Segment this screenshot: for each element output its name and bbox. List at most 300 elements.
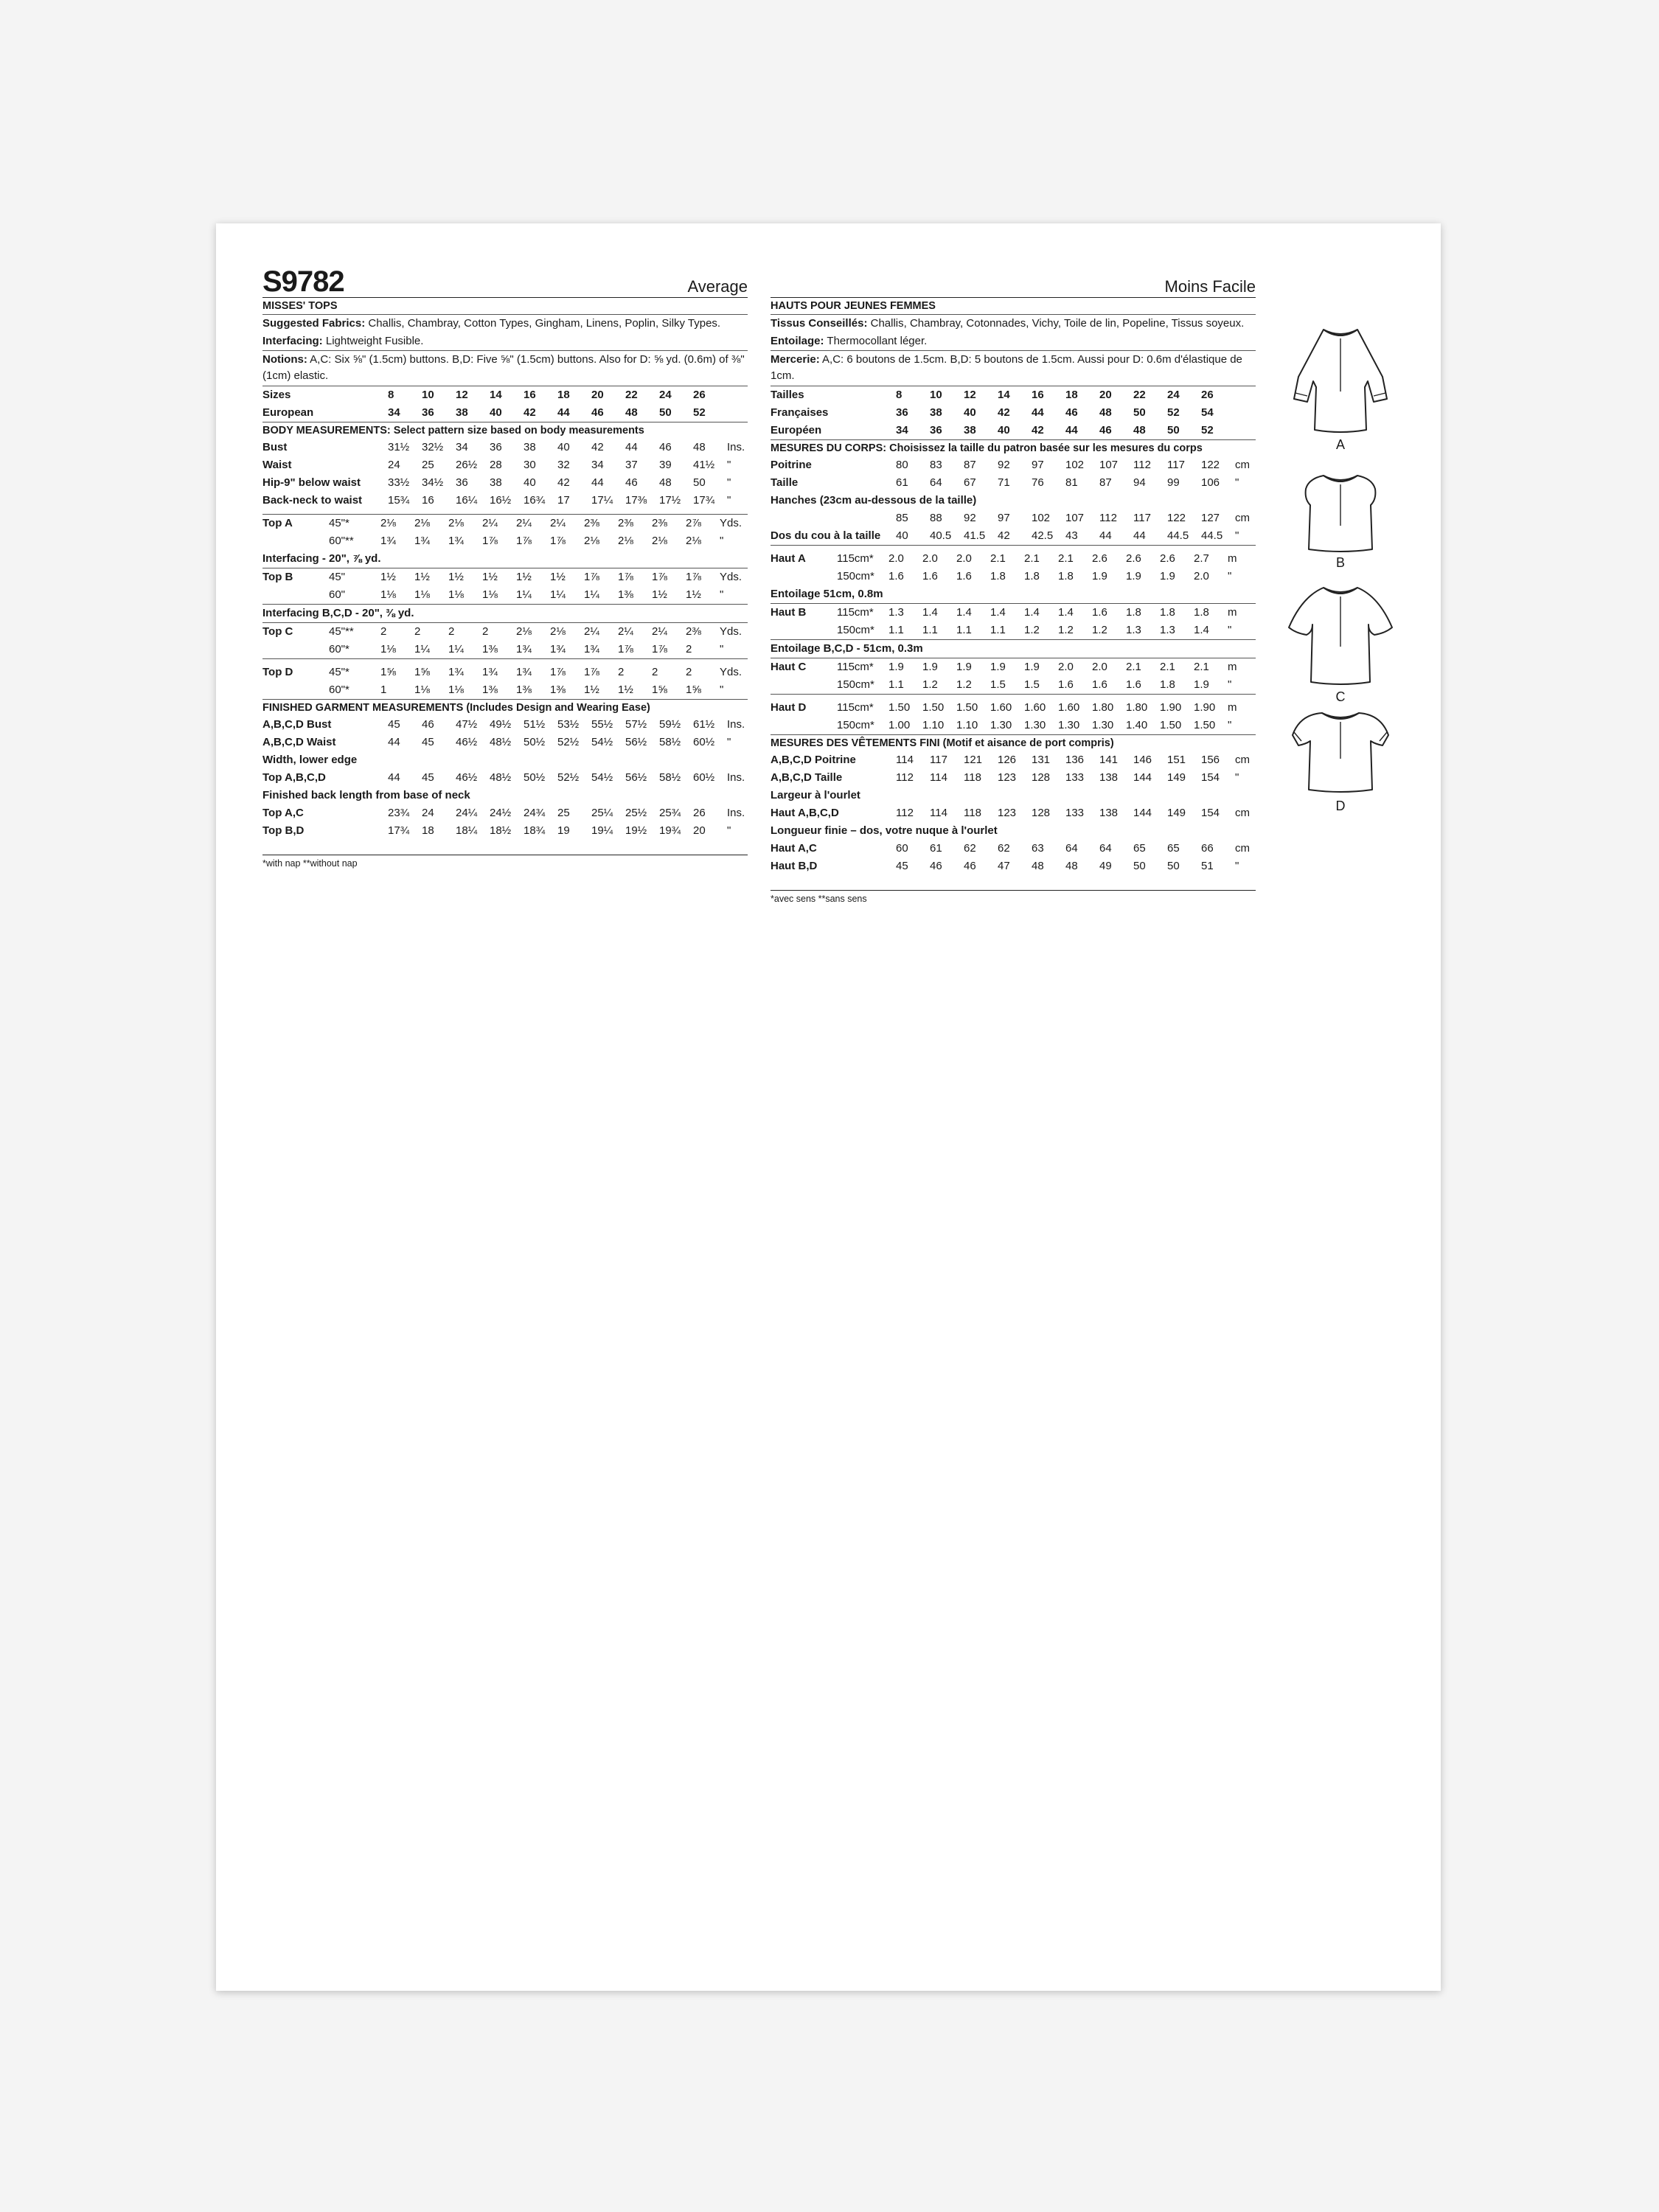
size-value: 1.50 — [956, 701, 978, 714]
size-value: 1¾ — [414, 535, 430, 547]
unit-label: Yds. — [720, 625, 742, 638]
size-value: 2⅞ — [686, 517, 701, 529]
difficulty-level: Average — [687, 277, 748, 296]
size-value: 42 — [1032, 424, 1044, 437]
size-value: 1¼ — [584, 588, 599, 601]
size-value: 45 — [896, 860, 908, 872]
table-row — [771, 676, 1256, 694]
unit-label: " — [720, 684, 724, 696]
size-value: 46 — [591, 406, 604, 419]
size-value: 2¼ — [584, 625, 599, 638]
size-value: 146 — [1133, 754, 1152, 766]
view-a — [1274, 319, 1407, 452]
size-value: 44 — [557, 406, 570, 419]
row-label: Haut A — [771, 552, 806, 565]
size-value: 1.8 — [1126, 606, 1141, 619]
size-value: 46 — [1065, 406, 1078, 419]
size-value: 117 — [1133, 512, 1151, 524]
footnote-fr: *avec sens **sans sens — [771, 890, 1256, 905]
size-value: 2⅛ — [618, 535, 633, 547]
row-label: Poitrine — [771, 459, 812, 471]
unit-label: " — [1228, 624, 1232, 636]
size-value: 2⅛ — [686, 535, 701, 547]
table-row — [262, 641, 748, 658]
table-row — [262, 804, 748, 822]
size-value: 1.30 — [1058, 719, 1080, 731]
size-value: 1⅝ — [380, 666, 396, 678]
row-label: Top A,C — [262, 807, 304, 819]
sizes-row-fr — [771, 386, 1256, 404]
size-value: 1.8 — [1058, 570, 1074, 582]
size-value: 144 — [1133, 771, 1152, 784]
unit-label: " — [1235, 476, 1239, 489]
size-value: 2.0 — [922, 552, 938, 565]
size-value: 1⅛ — [414, 684, 430, 696]
size-value: 41½ — [693, 459, 715, 471]
size-value: 1½ — [482, 571, 498, 583]
size-value: 1½ — [652, 588, 667, 601]
header-en — [262, 265, 748, 298]
fabric-width: 150cm* — [837, 678, 874, 691]
size-value: 48 — [1133, 424, 1146, 437]
size-value: 1.6 — [1126, 678, 1141, 691]
size-value: 46 — [659, 441, 672, 453]
size-value: 61 — [896, 476, 908, 489]
size-value: 1.3 — [1160, 624, 1175, 636]
size-value: 38 — [456, 406, 468, 419]
size-value: 126 — [998, 754, 1017, 766]
size-value: 61½ — [693, 718, 715, 731]
row-label: Haut B,D — [771, 860, 818, 872]
table-row — [771, 658, 1256, 676]
fabric-width: 115cm* — [837, 661, 874, 673]
size-value: 22 — [1133, 389, 1146, 401]
top-b-icon — [1285, 467, 1396, 555]
size-value: 1.8 — [990, 570, 1006, 582]
top-d-icon — [1285, 703, 1396, 799]
size-value: 48½ — [490, 736, 512, 748]
size-value: 22 — [625, 389, 638, 401]
table-row — [771, 474, 1256, 492]
view-b-label: B — [1335, 555, 1345, 570]
size-value: 17½ — [659, 494, 681, 507]
size-value: 107 — [1065, 512, 1085, 524]
size-value: 1⅛ — [482, 588, 498, 601]
size-value: 107 — [1099, 459, 1119, 471]
size-value: 2.1 — [1160, 661, 1175, 673]
size-value: 1.6 — [922, 570, 938, 582]
size-value: 112 — [896, 771, 914, 784]
size-value: 1.6 — [1092, 606, 1107, 619]
table-row — [771, 751, 1256, 769]
size-value: 8 — [896, 389, 902, 401]
row-label: Haut A,B,C,D — [771, 807, 839, 819]
table-row — [262, 586, 748, 604]
size-value: 50 — [1167, 424, 1180, 437]
size-value: 10 — [930, 389, 942, 401]
fabric-width: 150cm* — [837, 570, 874, 582]
size-value: 128 — [1032, 771, 1051, 784]
row-label — [771, 509, 896, 527]
size-value: 1.8 — [1194, 606, 1209, 619]
row-label: Back-neck to waist — [262, 494, 363, 507]
size-value: 1⅞ — [618, 643, 633, 655]
unit-label: cm — [1235, 807, 1250, 819]
size-value: 2.0 — [1194, 570, 1209, 582]
size-value: 1.80 — [1126, 701, 1148, 714]
size-value: 34 — [456, 441, 468, 453]
size-value: 19¾ — [659, 824, 681, 837]
size-value: 40 — [896, 529, 908, 542]
size-value: 1⅜ — [482, 643, 498, 655]
size-value: 42.5 — [1032, 529, 1054, 542]
interfacing-a: Interfacing - 20", ⅞ yd. — [262, 550, 748, 568]
size-value: 25 — [422, 459, 434, 471]
size-value: 138 — [1099, 771, 1119, 784]
size-value: 47 — [998, 860, 1010, 872]
size-value: 56½ — [625, 771, 647, 784]
table-row — [771, 804, 1256, 822]
size-value: 1.6 — [1092, 678, 1107, 691]
size-value: 62 — [964, 842, 976, 855]
size-value: 1.50 — [922, 701, 945, 714]
size-value: 1.2 — [922, 678, 938, 691]
top-a-icon — [1285, 319, 1396, 437]
size-value: 1.4 — [956, 606, 972, 619]
size-value: 1.30 — [1024, 719, 1046, 731]
unit-label: Ins. — [727, 771, 745, 784]
row-label: A,B,C,D Bust — [262, 718, 332, 731]
size-value: 36 — [930, 424, 942, 437]
size-value: 64 — [1099, 842, 1112, 855]
row-label: Européen — [771, 424, 822, 437]
size-value: 1¼ — [550, 588, 566, 601]
size-value: 2.1 — [1024, 552, 1040, 565]
size-value: 1.1 — [888, 624, 904, 636]
interfacing-note-fr: Entoilage: Thermocollant léger. — [771, 333, 1256, 351]
size-value: 2¼ — [618, 625, 633, 638]
fabric-width: 150cm* — [837, 624, 874, 636]
size-value: 16¾ — [524, 494, 546, 507]
size-value: 41.5 — [964, 529, 986, 542]
size-value: 64 — [1065, 842, 1078, 855]
size-value: 128 — [1032, 807, 1051, 819]
size-value: 112 — [896, 807, 914, 819]
unit-label: " — [720, 535, 724, 547]
size-value: 2⅜ — [618, 517, 633, 529]
size-value: 117 — [1167, 459, 1185, 471]
size-value: 50 — [659, 406, 672, 419]
size-value: 2 — [414, 625, 421, 638]
size-value: 46 — [422, 718, 434, 731]
length-rows-fr — [771, 840, 1256, 875]
pattern-code: S9782 — [262, 265, 344, 298]
size-value: 2.7 — [1194, 552, 1209, 565]
size-value: 1⅞ — [652, 643, 667, 655]
size-value: 15¾ — [388, 494, 410, 507]
size-value: 114 — [930, 771, 947, 784]
size-value: 18 — [557, 389, 570, 401]
size-value: 20 — [591, 389, 604, 401]
size-value: 1.60 — [990, 701, 1012, 714]
size-value: 8 — [388, 389, 394, 401]
back-neck-row — [771, 527, 1256, 546]
entoilage-bcd: Entoilage B,C,D - 51cm, 0.3m — [771, 640, 1256, 658]
size-value: 18½ — [490, 824, 512, 837]
table-row — [771, 699, 1256, 717]
size-value: 19¼ — [591, 824, 613, 837]
top-d-yardage — [262, 664, 748, 700]
size-value: 44.5 — [1201, 529, 1223, 542]
size-value: 42 — [524, 406, 536, 419]
difficulty-level-fr: Moins Facile — [1164, 277, 1256, 296]
size-value: 1¾ — [448, 666, 464, 678]
size-value: 38 — [964, 424, 976, 437]
size-value: 50 — [1133, 406, 1146, 419]
size-value: 1½ — [686, 588, 701, 601]
table-row — [771, 568, 1256, 585]
size-value: 34½ — [422, 476, 444, 489]
size-value: 24 — [422, 807, 434, 819]
size-value: 1.10 — [956, 719, 978, 731]
size-value: 1.30 — [990, 719, 1012, 731]
size-value: 1¾ — [380, 535, 396, 547]
size-value: 45 — [388, 718, 400, 731]
hips-label: Hanches (23cm au-dessous de la taille) — [771, 494, 977, 507]
size-value: 44 — [1133, 529, 1146, 542]
size-value: 1.9 — [990, 661, 1006, 673]
size-value: 38 — [930, 406, 942, 419]
size-value: 49 — [1099, 860, 1112, 872]
size-value: 1⅞ — [686, 571, 701, 583]
size-value: 12 — [456, 389, 468, 401]
size-value: 114 — [930, 807, 947, 819]
size-value: 39 — [659, 459, 672, 471]
size-value: 151 — [1167, 754, 1186, 766]
size-value: 149 — [1167, 807, 1186, 819]
unit-label: " — [727, 736, 731, 748]
size-value: 19½ — [625, 824, 647, 837]
size-value: 1.50 — [888, 701, 911, 714]
size-value: 2 — [652, 666, 658, 678]
size-value: 17¼ — [591, 494, 613, 507]
size-value: 1¼ — [414, 643, 430, 655]
entoilage-a: Entoilage 51cm, 0.8m — [771, 585, 1256, 604]
row-label: Waist — [262, 459, 292, 471]
row-label: A,B,C,D Taille — [771, 771, 843, 784]
section-title-fr: HAUTS POUR JEUNES FEMMES — [771, 298, 1256, 315]
size-value: 1.1 — [922, 624, 938, 636]
unit-label: " — [1235, 860, 1239, 872]
size-value: 102 — [1032, 512, 1051, 524]
row-label — [262, 532, 329, 550]
size-value: 46 — [625, 476, 638, 489]
size-value: 154 — [1201, 771, 1220, 784]
size-value: 1.6 — [1058, 678, 1074, 691]
size-value: 33½ — [388, 476, 410, 489]
size-value: 24¼ — [456, 807, 478, 819]
size-value: 59½ — [659, 718, 681, 731]
suggested-fabrics: Suggested Fabrics: Challis, Chambray, Cotton Types, Gingham, Linens, Poplin, Silky Types. — [262, 317, 721, 330]
pattern-envelope-back — [216, 223, 1441, 1991]
row-label — [771, 676, 837, 694]
size-value: 65 — [1167, 842, 1180, 855]
size-value: 1.8 — [1024, 570, 1040, 582]
size-value: 1.1 — [956, 624, 972, 636]
size-value: 1.9 — [888, 661, 904, 673]
size-value: 1.9 — [1092, 570, 1107, 582]
size-value: 46½ — [456, 736, 478, 748]
width-lower-edge-label: Width, lower edge — [262, 754, 358, 766]
table-row — [262, 474, 748, 492]
fabric-width: 45"** — [329, 625, 354, 638]
size-value: 48 — [1032, 860, 1044, 872]
size-value: 1½ — [448, 571, 464, 583]
size-value: 60½ — [693, 736, 715, 748]
size-value: 2⅜ — [584, 517, 599, 529]
size-value: 97 — [1032, 459, 1044, 471]
size-value: 92 — [964, 512, 976, 524]
size-value: 1⅞ — [652, 571, 667, 583]
size-value: 2.1 — [990, 552, 1006, 565]
size-value: 1 — [380, 684, 387, 696]
size-value: 26 — [693, 807, 706, 819]
size-value: 2.1 — [1126, 661, 1141, 673]
interfacing-note: Interfacing: Lightweight Fusible. — [262, 333, 748, 351]
size-value: 17¾ — [388, 824, 410, 837]
size-value: 1.3 — [888, 606, 904, 619]
size-value: 64 — [930, 476, 942, 489]
size-value: 25 — [557, 807, 570, 819]
unit-label: " — [1235, 771, 1239, 784]
notions-note-fr: Mercerie: A,C: 6 boutons de 1.5cm. B,D: 5 boutons de 1.5cm. Aussi pour D: 0.6m d'élastique de 1cm. — [771, 351, 1256, 386]
french-sizes-row — [771, 404, 1256, 422]
size-value: 44.5 — [1167, 529, 1189, 542]
unit-label: m — [1228, 701, 1237, 714]
table-row — [262, 568, 748, 586]
view-b — [1274, 467, 1407, 570]
unit-label: " — [1235, 529, 1239, 542]
size-value: 44 — [388, 771, 400, 784]
section-title: MISSES' TOPS — [262, 298, 748, 315]
size-value: 31½ — [388, 441, 410, 453]
size-value: 1.5 — [990, 678, 1006, 691]
size-value: 2¼ — [550, 517, 566, 529]
size-value: 2.6 — [1160, 552, 1175, 565]
footnote-en: *with nap **without nap — [262, 855, 748, 870]
size-value: 1⅝ — [414, 666, 430, 678]
size-value: 48½ — [490, 771, 512, 784]
sizes-row — [262, 386, 748, 404]
size-value: 1.1 — [888, 678, 904, 691]
size-value: 102 — [1065, 459, 1085, 471]
unit-label: " — [720, 643, 724, 655]
size-value: 40 — [998, 424, 1010, 437]
size-value: 52 — [693, 406, 706, 419]
size-value: 48 — [1065, 860, 1078, 872]
fabric-width: 60" — [329, 588, 346, 601]
size-value: 46 — [1099, 424, 1112, 437]
table-row — [771, 622, 1256, 639]
size-value: 117 — [930, 754, 947, 766]
size-value: 54½ — [591, 736, 613, 748]
length-rows — [262, 804, 748, 840]
size-value: 25½ — [625, 807, 647, 819]
size-value: 1½ — [516, 571, 532, 583]
size-value: 34 — [896, 424, 908, 437]
size-value: 2⅛ — [380, 517, 396, 529]
size-value: 16¼ — [456, 494, 478, 507]
size-value: 76 — [1032, 476, 1044, 489]
size-value: 2.0 — [888, 552, 904, 565]
size-value: 48 — [625, 406, 638, 419]
fabric-width: 60"* — [329, 684, 349, 696]
size-value: 1.5 — [1024, 678, 1040, 691]
size-value: 32 — [557, 459, 570, 471]
english-column — [262, 265, 748, 870]
size-value: 1.4 — [1024, 606, 1040, 619]
size-value: 1.10 — [922, 719, 945, 731]
unit-label: Ins. — [727, 807, 745, 819]
size-value: 138 — [1099, 807, 1119, 819]
size-value: 1.9 — [1194, 678, 1209, 691]
size-value: 1.00 — [888, 719, 911, 731]
row-label: Haut D — [771, 701, 807, 714]
size-value: 51½ — [524, 718, 546, 731]
size-value: 2 — [686, 643, 692, 655]
size-value: 1½ — [618, 684, 633, 696]
row-label: Sizes — [262, 389, 291, 401]
size-value: 52½ — [557, 736, 580, 748]
length-label-fr: Longueur finie – dos, votre nuque à l'ourlet — [771, 824, 998, 837]
size-value: 34 — [591, 459, 604, 471]
size-value: 1.2 — [1024, 624, 1040, 636]
size-value: 2¼ — [482, 517, 498, 529]
fabric-width: 115cm* — [837, 606, 874, 619]
unit-label: cm — [1235, 512, 1250, 524]
unit-label: " — [727, 494, 731, 507]
row-label: Françaises — [771, 406, 829, 419]
fabric-width: 60"** — [329, 535, 354, 547]
size-value: 1.4 — [922, 606, 938, 619]
size-value: 46½ — [456, 771, 478, 784]
row-label: Taille — [771, 476, 799, 489]
table-row — [262, 492, 748, 509]
unit-label: " — [727, 824, 731, 837]
size-value: 20 — [693, 824, 706, 837]
size-value: 26½ — [456, 459, 478, 471]
size-value: 40.5 — [930, 529, 952, 542]
size-value: 58½ — [659, 736, 681, 748]
row-label — [262, 586, 329, 604]
size-value: 1⅞ — [550, 666, 566, 678]
finished-measurements-title-fr: MESURES DES VÊTEMENTS FINI (Motif et aisance de port compris) — [771, 737, 1114, 749]
size-value: 1¾ — [516, 666, 532, 678]
size-value: 50 — [693, 476, 706, 489]
size-value: 80 — [896, 459, 908, 471]
size-value: 1⅞ — [618, 571, 633, 583]
size-value: 1⅞ — [550, 535, 566, 547]
size-value: 2.1 — [1194, 661, 1209, 673]
size-value: 54½ — [591, 771, 613, 784]
unit-label: " — [1228, 570, 1232, 582]
view-d-label: D — [1335, 799, 1346, 813]
size-value: 63 — [1032, 842, 1044, 855]
interfacing-bcd: Interfacing B,C,D - 20", ⅜ yd. — [262, 605, 748, 623]
size-value: 2.0 — [1092, 661, 1107, 673]
finished-bust-waist — [262, 716, 748, 751]
size-value: 42 — [557, 476, 570, 489]
